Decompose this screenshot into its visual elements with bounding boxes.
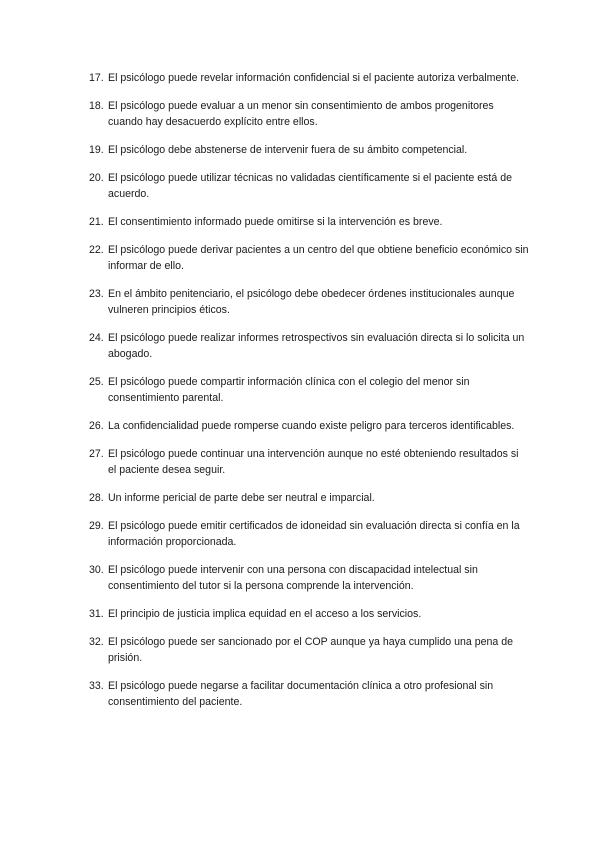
item-text: El psicólogo puede compartir información clínica con el colegio del menor sin consentimiento parental. <box>108 376 470 404</box>
item-text: El psicólogo puede realizar informes retrospectivos sin evaluación directa si lo solicita un abogado. <box>108 332 525 360</box>
item-text: El psicólogo puede intervenir con una persona con discapacidad intelectual sin consentimiento del tutor si la persona comprende la intervención. <box>108 564 478 592</box>
list-item <box>89 98 529 130</box>
item-text: El psicólogo puede emitir certificados de idoneidad sin evaluación directa si confía en la información proporcionada. <box>108 520 520 548</box>
item-number: 29. <box>89 520 104 532</box>
question-list <box>89 70 529 722</box>
list-item <box>89 562 529 594</box>
item-number: 26. <box>89 420 104 432</box>
item-number: 32. <box>89 636 104 648</box>
list-item <box>89 242 529 274</box>
list-item <box>89 446 529 478</box>
list-item <box>89 142 529 158</box>
item-text: El psicólogo puede continuar una intervención aunque no esté obteniendo resultados si el paciente desea seguir. <box>108 448 519 476</box>
item-text: El psicólogo puede ser sancionado por el COP aunque ya haya cumplido una pena de prisión. <box>108 636 514 664</box>
item-text: El consentimiento informado puede omitirse si la intervención es breve. <box>108 216 443 228</box>
item-number: 23. <box>89 288 104 300</box>
item-text: El psicólogo puede evaluar a un menor sin consentimiento de ambos progenitores cuando hay desacuerdo explícito entre ellos. <box>108 100 494 128</box>
item-number: 22. <box>89 244 104 256</box>
item-text: En el ámbito penitenciario, el psicólogo debe obedecer órdenes institucionales aunque vulneren principios éticos. <box>108 288 515 316</box>
list-item <box>89 374 529 406</box>
item-text: Un informe pericial de parte debe ser neutral e imparcial. <box>108 492 375 504</box>
item-text: El psicólogo debe abstenerse de intervenir fuera de su ámbito competencial. <box>108 144 468 156</box>
item-number: 17. <box>89 72 104 84</box>
list-item <box>89 286 529 318</box>
item-number: 19. <box>89 144 104 156</box>
item-number: 33. <box>89 680 104 692</box>
list-item <box>89 170 529 202</box>
item-number: 28. <box>89 492 104 504</box>
item-number: 24. <box>89 332 104 344</box>
list-item <box>89 518 529 550</box>
list-item <box>89 606 529 622</box>
item-text: El psicólogo puede negarse a facilitar documentación clínica a otro profesional sin consentimiento del paciente. <box>108 680 494 708</box>
list-item <box>89 214 529 230</box>
list-item <box>89 678 529 710</box>
list-item <box>89 418 529 434</box>
item-number: 20. <box>89 172 104 184</box>
item-text: El principio de justicia implica equidad en el acceso a los servicios. <box>108 608 422 620</box>
list-item <box>89 70 529 86</box>
item-text: El psicólogo puede revelar información confidencial si el paciente autoriza verbalmente. <box>108 72 520 84</box>
item-number: 27. <box>89 448 104 460</box>
item-text: El psicólogo puede derivar pacientes a un centro del que obtiene beneficio económico sin informar de ello. <box>108 244 529 272</box>
list-item <box>89 490 529 506</box>
item-text: El psicólogo puede utilizar técnicas no validadas científicamente si el paciente está de acuerdo. <box>108 172 512 200</box>
item-number: 25. <box>89 376 104 388</box>
item-text: La confidencialidad puede romperse cuando existe peligro para terceros identificables. <box>108 420 515 432</box>
item-number: 21. <box>89 216 104 228</box>
item-number: 31. <box>89 608 104 620</box>
item-number: 18. <box>89 100 104 112</box>
list-item <box>89 634 529 666</box>
item-number: 30. <box>89 564 104 576</box>
list-item <box>89 330 529 362</box>
